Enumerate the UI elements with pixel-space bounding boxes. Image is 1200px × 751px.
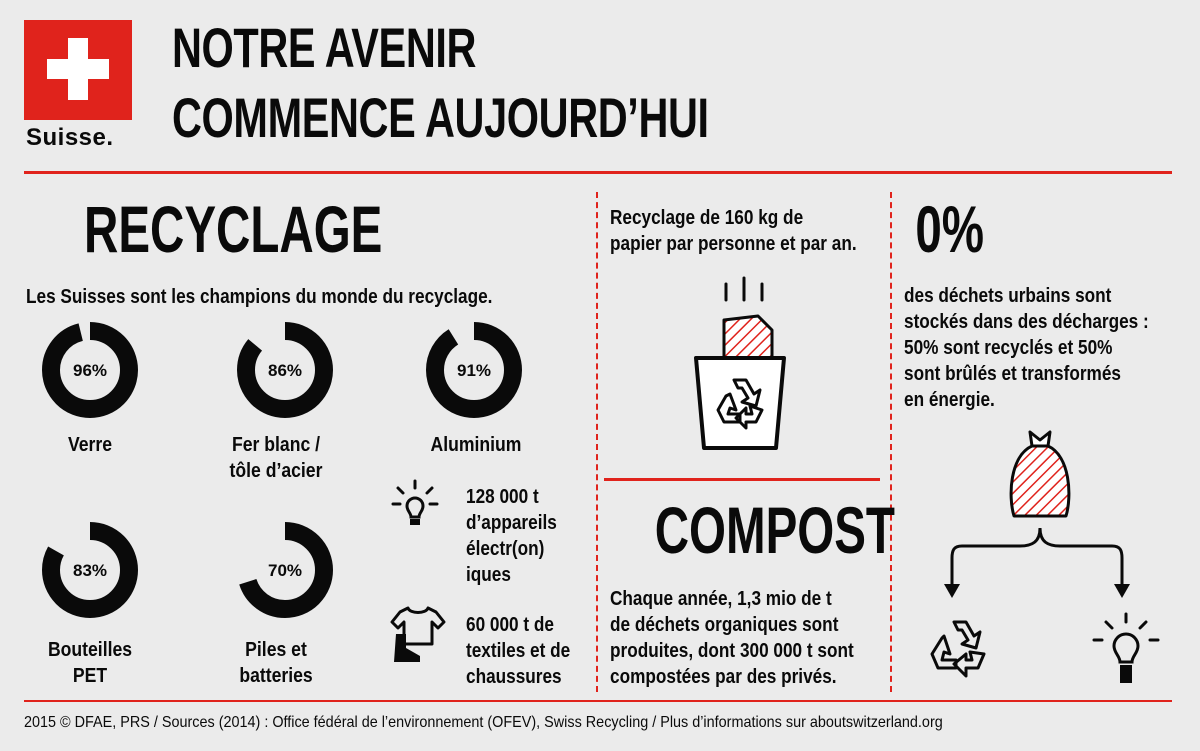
donut-chart xyxy=(426,322,522,418)
footer-divider xyxy=(24,700,1172,702)
footer-credits: 2015 © DFAE, PRS / Sources (2014) : Office fédéral de l’environnement (OFEV), Swiss Recycling / Plus d’informations sur aboutswitzerland.org xyxy=(24,714,943,731)
donut-label-line: Bouteilles xyxy=(47,639,133,661)
donut-label-line: Piles et xyxy=(245,639,307,661)
landfill-line: en énergie. xyxy=(904,389,995,411)
textiles-line: 60 000 t de xyxy=(466,614,554,636)
donut-label xyxy=(206,432,347,484)
electronics-text xyxy=(466,484,557,588)
energy-lightbulb-icon xyxy=(1090,612,1162,688)
compost-line: Chaque année, 1,3 mio de t xyxy=(610,588,832,610)
landfill-percent: 0% xyxy=(915,192,985,266)
donut-label-line: PET xyxy=(72,665,108,687)
donut-label xyxy=(406,432,547,458)
donut-chart xyxy=(237,522,333,618)
electronics-line: électr(on) xyxy=(466,538,545,560)
logo-text: Suisse. xyxy=(26,124,114,151)
donut-percent: 86% xyxy=(267,361,303,380)
paper-bin-icon xyxy=(680,276,800,456)
paper-line: Recyclage de 160 kg de xyxy=(610,207,804,229)
donut-percent: 70% xyxy=(267,561,303,580)
swiss-logo xyxy=(24,20,132,150)
donut-label-line: Fer blanc / xyxy=(231,434,321,456)
recyclage-title: RECYCLAGE xyxy=(84,192,383,266)
donut-chart xyxy=(237,322,333,418)
donut-percent: 91% xyxy=(456,361,492,380)
paper-text xyxy=(610,205,857,257)
compost-line: de déchets organiques sont xyxy=(610,614,839,636)
donut-percent: 96% xyxy=(72,361,108,380)
landfill-line: des déchets urbains sont xyxy=(904,285,1112,307)
page-title-line1: NOTRE AVENIR xyxy=(172,16,477,79)
donut-label-line: Aluminium xyxy=(430,434,522,456)
clothing-icon xyxy=(388,604,448,664)
electronics-line: 128 000 t xyxy=(466,486,539,508)
lightbulb-icon xyxy=(390,478,440,528)
paper-line: papier par personne et par an. xyxy=(610,233,857,255)
compost-title: COMPOST xyxy=(654,493,895,567)
column-divider-2 xyxy=(890,192,892,692)
split-arrows-icon xyxy=(940,524,1140,600)
landfill-line: stockés dans des décharges : xyxy=(904,311,1149,333)
donut-chart xyxy=(42,522,138,618)
header-divider xyxy=(24,171,1172,174)
electronics-line: d’appareils xyxy=(466,512,557,534)
landfill-line: 50% sont recyclés et 50% xyxy=(904,337,1113,359)
page-title-line2: COMMENCE AUJOURD’HUI xyxy=(172,86,709,149)
landfill-line: sont brûlés et transformés xyxy=(904,363,1121,385)
textiles-line: chaussures xyxy=(466,666,562,688)
donut-label-line: tôle d’acier xyxy=(229,460,323,482)
donut-chart xyxy=(42,322,138,418)
compost-text xyxy=(610,586,854,690)
donut-percent: 83% xyxy=(72,561,108,580)
textiles-text xyxy=(466,612,570,690)
compost-line: produites, dont 300 000 t sont xyxy=(610,640,854,662)
column-divider-1 xyxy=(596,192,598,692)
textiles-line: textiles et de xyxy=(466,640,571,662)
donut-label xyxy=(20,637,161,689)
recyclage-intro: Les Suisses sont les champions du monde du recyclage. xyxy=(26,286,493,308)
trash-bag-icon xyxy=(1000,426,1080,526)
compost-line: compostées par des privés. xyxy=(610,666,837,688)
electronics-line: iques xyxy=(466,564,511,586)
compost-divider xyxy=(604,478,880,481)
donut-label-line: batteries xyxy=(239,665,313,687)
donut-label xyxy=(20,432,161,458)
donut-label-line: Verre xyxy=(67,434,113,456)
recycle-icon xyxy=(924,618,996,684)
donut-label xyxy=(206,637,347,689)
landfill-text xyxy=(904,283,1149,413)
swiss-cross-icon xyxy=(24,20,132,120)
